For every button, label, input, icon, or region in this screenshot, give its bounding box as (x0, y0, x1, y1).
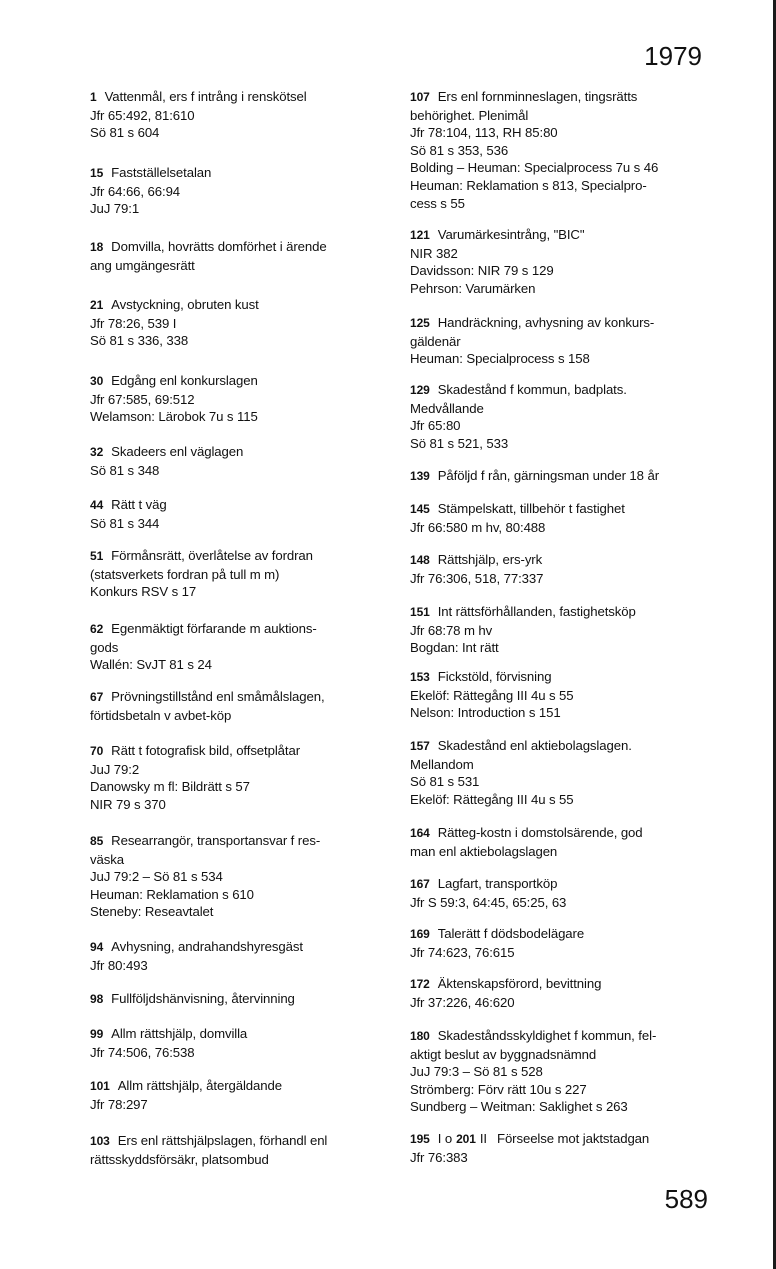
entry-number: 99 (90, 1027, 104, 1041)
entry-number: 32 (90, 445, 104, 459)
entry-number: 167 (410, 877, 430, 891)
entry-heading-line (90, 938, 303, 957)
entry-number: 195 (410, 1132, 430, 1146)
entry-reference-line: Jfr 78:26, 539 I (90, 315, 177, 331)
entry (90, 164, 211, 218)
entry-reference-line: JuJ 79:2 (90, 761, 140, 777)
entry-heading-line (90, 688, 325, 707)
entry-reference-line: man enl aktiebolagslagen (410, 843, 558, 859)
entry-heading-line (90, 1025, 247, 1044)
entry-number: 157 (410, 739, 430, 753)
entry (410, 381, 627, 452)
entry-number: 44 (90, 498, 104, 512)
entry-reference-line: Heuman: Reklamation s 610 (90, 886, 254, 902)
entry-reference-line: Jfr 65:80 (410, 418, 461, 434)
entry-title: Skadeers enl väglagen (111, 444, 244, 459)
entry-heading-line (410, 551, 543, 570)
entry-number: 129 (410, 383, 430, 397)
entry-reference-line: Mellandom (410, 756, 474, 772)
entry-reference-line: Davidsson: NIR 79 s 129 (410, 263, 554, 279)
entry-number: 98 (90, 992, 104, 1006)
entry (90, 688, 325, 724)
entry (90, 1132, 327, 1168)
entry (90, 1077, 282, 1113)
entry-title: Rätteg-kostn i domstolsärende, god (437, 825, 643, 840)
entry-title: Skadeståndsskyldighet f kommun, fel- (437, 1028, 657, 1043)
right-column (410, 88, 710, 1188)
entry (410, 1130, 649, 1166)
entry-reference-line: gäldenär (410, 333, 461, 349)
entry-title: Fastställelsetalan (111, 165, 212, 180)
entry-title: Allm rättshjälp, domvilla (111, 1026, 248, 1041)
entry-heading-line (90, 164, 211, 183)
entry (410, 88, 658, 212)
entry (410, 925, 584, 961)
entry-reference-line: NIR 79 s 370 (90, 796, 166, 812)
entry-title: Prövningstillstånd enl småmålslagen, (111, 689, 325, 704)
entry-reference-line: Sö 81 s 353, 536 (410, 142, 509, 158)
entry (410, 500, 625, 536)
entry-heading-line (410, 975, 601, 994)
entry-heading-line (90, 238, 327, 257)
entry-reference-line: Jfr 64:66, 66:94 (90, 183, 181, 199)
entry (410, 875, 566, 911)
entry-reference-line: Pehrson: Varumärken (410, 280, 536, 296)
entry-heading-line (90, 1077, 282, 1096)
entry-title: Egenmäktigt förfarande m auktions- (111, 621, 317, 636)
entry-reference-line: gods (90, 639, 119, 655)
entry-heading-line (410, 824, 643, 843)
entry-reference-line: Medvållande (410, 400, 484, 416)
entry-reference-line: Jfr 78:297 (90, 1096, 148, 1112)
entry-reference-line: Wallén: SvJT 81 s 24 (90, 657, 212, 673)
entry (90, 620, 317, 674)
entry-reference-line: Sö 81 s 336, 338 (90, 333, 189, 349)
entry-title: Rättshjälp, ers-yrk (437, 552, 543, 567)
entry-number: 148 (410, 553, 430, 567)
entry-number: 15 (90, 166, 104, 180)
entry-title: Skadestånd enl aktiebolagslagen. (437, 738, 632, 753)
entry-number: 153 (410, 670, 430, 684)
entry (410, 1027, 656, 1116)
entry-reference-line: Konkurs RSV s 17 (90, 584, 197, 600)
entry (90, 88, 307, 142)
entry-title: Rätt t väg (111, 497, 167, 512)
entry-reference-line: Bolding – Heuman: Specialprocess 7u s 46 (410, 160, 659, 176)
entry-reference-line: Sö 81 s 604 (90, 125, 160, 141)
entry-heading-line (90, 620, 317, 639)
entry (410, 314, 654, 368)
entry-heading-line (410, 668, 574, 687)
entry-heading-line (410, 603, 636, 622)
entry-reference-line: Nelson: Introduction s 151 (410, 705, 561, 721)
entry-number: 103 (90, 1134, 110, 1148)
entry-number: 101 (90, 1079, 110, 1093)
entry (410, 467, 659, 486)
entry-number-second-suffix: II (479, 1131, 487, 1146)
entry-reference-line: Sö 81 s 521, 533 (410, 435, 509, 451)
entry-reference-line: Jfr 65:492, 81:610 (90, 107, 195, 123)
entry-reference-line: Heuman: Specialprocess s 158 (410, 351, 590, 367)
entry-number: 18 (90, 240, 104, 254)
entry-title: Allm rättshjälp, återgäldande (117, 1078, 282, 1093)
entry-number: 151 (410, 605, 430, 619)
entry-number: 30 (90, 374, 104, 388)
entry (410, 603, 636, 657)
entry-heading-line (410, 226, 584, 245)
entry-heading-line (90, 742, 300, 761)
entry-number: 139 (410, 469, 430, 483)
entry-number-suffix: I o (437, 1131, 453, 1146)
entry (90, 372, 258, 426)
entry-title: Ers enl fornminneslagen, tingsrätts (437, 89, 638, 104)
entry-reference-line: Jfr 76:306, 518, 77:337 (410, 570, 544, 586)
entry-reference-line: JuJ 79:2 – Sö 81 s 534 (90, 869, 223, 885)
entry-reference-line: Bogdan: Int rätt (410, 640, 499, 656)
entry-number: 180 (410, 1029, 430, 1043)
entry (410, 226, 584, 297)
entry-number: 121 (410, 228, 430, 242)
entry (90, 296, 259, 350)
entry-title: Fickstöld, förvisning (437, 669, 552, 684)
entry-reference-line: Jfr 37:226, 46:620 (410, 994, 515, 1010)
entry (410, 824, 643, 860)
entry-title: Domvilla, hovrätts domförhet i ärende (111, 239, 327, 254)
entry-title: Förmånsrätt, överlåtelse av fordran (111, 548, 313, 563)
entry-reference-line: Steneby: Reseavtalet (90, 904, 214, 920)
entry-reference-line: aktigt beslut av byggnadsnämnd (410, 1046, 597, 1062)
entry-reference-line: JuJ 79:1 (90, 201, 140, 217)
entry (410, 668, 574, 722)
entry-title: Ers enl rättshjälpslagen, förhandl enl (117, 1133, 328, 1148)
entry-heading-line (410, 381, 627, 400)
entry-reference-line: Sundberg – Weitman: Saklighet s 263 (410, 1099, 628, 1115)
entry-reference-line: Jfr 68:78 m hv (410, 622, 493, 638)
entry-reference-line: Sö 81 s 344 (90, 515, 160, 531)
entry-title: Int rättsförhållanden, fastighetsköp (437, 604, 636, 619)
entry-reference-line: behörighet. Plenimål (410, 107, 529, 123)
page-number: 589 (664, 1184, 708, 1214)
entry-title: Vattenmål, ers f intrång i renskötsel (104, 89, 307, 104)
entry-heading-line (410, 500, 625, 519)
entry-number: 169 (410, 927, 430, 941)
entry (410, 975, 601, 1011)
entry-title: Rätt t fotografisk bild, offsetplåtar (111, 743, 300, 758)
entry-reference-line: Jfr S 59:3, 64:45, 65:25, 63 (410, 894, 567, 910)
entry (90, 547, 313, 601)
entry (90, 1025, 247, 1061)
entry-number: 145 (410, 502, 430, 516)
entry-number-second: 201 (456, 1132, 476, 1146)
entry-title: Talerätt f dödsbodelägare (437, 926, 585, 941)
entry (90, 496, 167, 532)
entry-number: 172 (410, 977, 430, 991)
entry-reference-line: Danowsky m fl: Bildrätt s 57 (90, 779, 250, 795)
entry-title: Påföljd f rån, gärningsman under 18 år (437, 468, 659, 483)
entry-reference-line: väska (90, 851, 124, 867)
entry-title: Avstyckning, obruten kust (111, 297, 259, 312)
entry-heading-line (410, 875, 566, 894)
entry-reference-line: rättsskyddsförsäkr, platsombud (90, 1151, 269, 1167)
entry-title: Varumärkesintrång, "BIC" (437, 227, 585, 242)
entry-reference-line: Jfr 78:104, 113, RH 85:80 (410, 125, 558, 141)
entry-reference-line: Sö 81 s 531 (410, 774, 480, 790)
entry-title: Skadestånd f kommun, badplats. (437, 382, 627, 397)
entry-reference-line: Jfr 67:585, 69:512 (90, 391, 195, 407)
entry-title: Avhysning, andrahandshyresgäst (111, 939, 303, 954)
entry-reference-line: cess s 55 (410, 195, 465, 211)
entry-title: Äktenskapsförord, bevittning (437, 976, 602, 991)
entry-title: Handräckning, avhysning av konkurs- (437, 315, 655, 330)
entry-reference-line: (statsverkets fordran på tull m m) (90, 566, 280, 582)
entry-reference-line: Strömberg: Förv rätt 10u s 227 (410, 1081, 587, 1097)
entry-number: 70 (90, 744, 104, 758)
entry-reference-line: Jfr 74:506, 76:538 (90, 1044, 195, 1060)
entry-number: 164 (410, 826, 430, 840)
entry-heading-line (410, 737, 632, 756)
entry-reference-line: Jfr 76:383 (410, 1149, 468, 1165)
entry-heading-line (410, 467, 659, 486)
entry-heading-line (90, 443, 243, 462)
entry-heading-line (410, 1027, 656, 1046)
entry-heading-line (410, 925, 584, 944)
entry-heading-line (410, 88, 658, 107)
entry-number: 94 (90, 940, 104, 954)
entry-heading-line (90, 296, 259, 315)
entry-reference-line: Ekelöf: Rättegång III 4u s 55 (410, 687, 574, 703)
entry-title: Lagfart, transportköp (437, 876, 558, 891)
entry (90, 938, 303, 974)
entry-title: Researrangör, transportansvar f res- (111, 833, 321, 848)
entry-number: 62 (90, 622, 104, 636)
entry-heading-line (90, 496, 167, 515)
entry-heading-line (90, 88, 307, 107)
year-heading: 1979 (644, 41, 702, 71)
entry (90, 443, 243, 479)
entry-heading-line (90, 547, 313, 566)
entry-reference-line: Jfr 74:623, 76:615 (410, 944, 515, 960)
entry-reference-line: Jfr 80:493 (90, 957, 148, 973)
entry-reference-line: Welamson: Lärobok 7u s 115 (90, 409, 258, 425)
entry-reference-line: Heuman: Reklamation s 813, Specialpro- (410, 177, 647, 193)
entry-title: Fullföljdshänvisning, återvinning (111, 991, 295, 1006)
entry-heading-line (90, 372, 258, 391)
entry-reference-line: ang umgängesrätt (90, 257, 195, 273)
entry-reference-line: JuJ 79:3 – Sö 81 s 528 (410, 1064, 543, 1080)
entry-reference-line: Jfr 66:580 m hv, 80:488 (410, 519, 546, 535)
entry-reference-line: Ekelöf: Rättegång III 4u s 55 (410, 791, 574, 807)
entry-number: 51 (90, 549, 104, 563)
entry-heading-line (90, 990, 295, 1009)
entry-heading-line (410, 314, 654, 333)
left-column (90, 88, 380, 1188)
entry-heading-line (90, 1132, 327, 1151)
entry (90, 832, 320, 921)
entry (90, 742, 300, 813)
entry-reference-line: förtidsbetaln v avbet-köp (90, 707, 232, 723)
entry (90, 238, 327, 274)
entry (90, 990, 295, 1009)
entry (410, 551, 543, 587)
entry-title: Stämpelskatt, tillbehör t fastighet (437, 501, 625, 516)
entry-reference-line: Sö 81 s 348 (90, 462, 160, 478)
entry-number: 21 (90, 298, 104, 312)
entry-number: 67 (90, 690, 104, 704)
entry-title: Edgång enl konkurslagen (111, 373, 258, 388)
entry-reference-line: NIR 382 (410, 245, 458, 261)
entry-number: 85 (90, 834, 104, 848)
entry-heading-line (410, 1130, 649, 1149)
entry-heading-line (90, 832, 320, 851)
entry-number: 125 (410, 316, 430, 330)
entry-title: Förseelse mot jaktstadgan (496, 1131, 650, 1146)
entry-number: 1 (90, 90, 97, 104)
entry (410, 737, 632, 808)
entry-number: 107 (410, 90, 430, 104)
